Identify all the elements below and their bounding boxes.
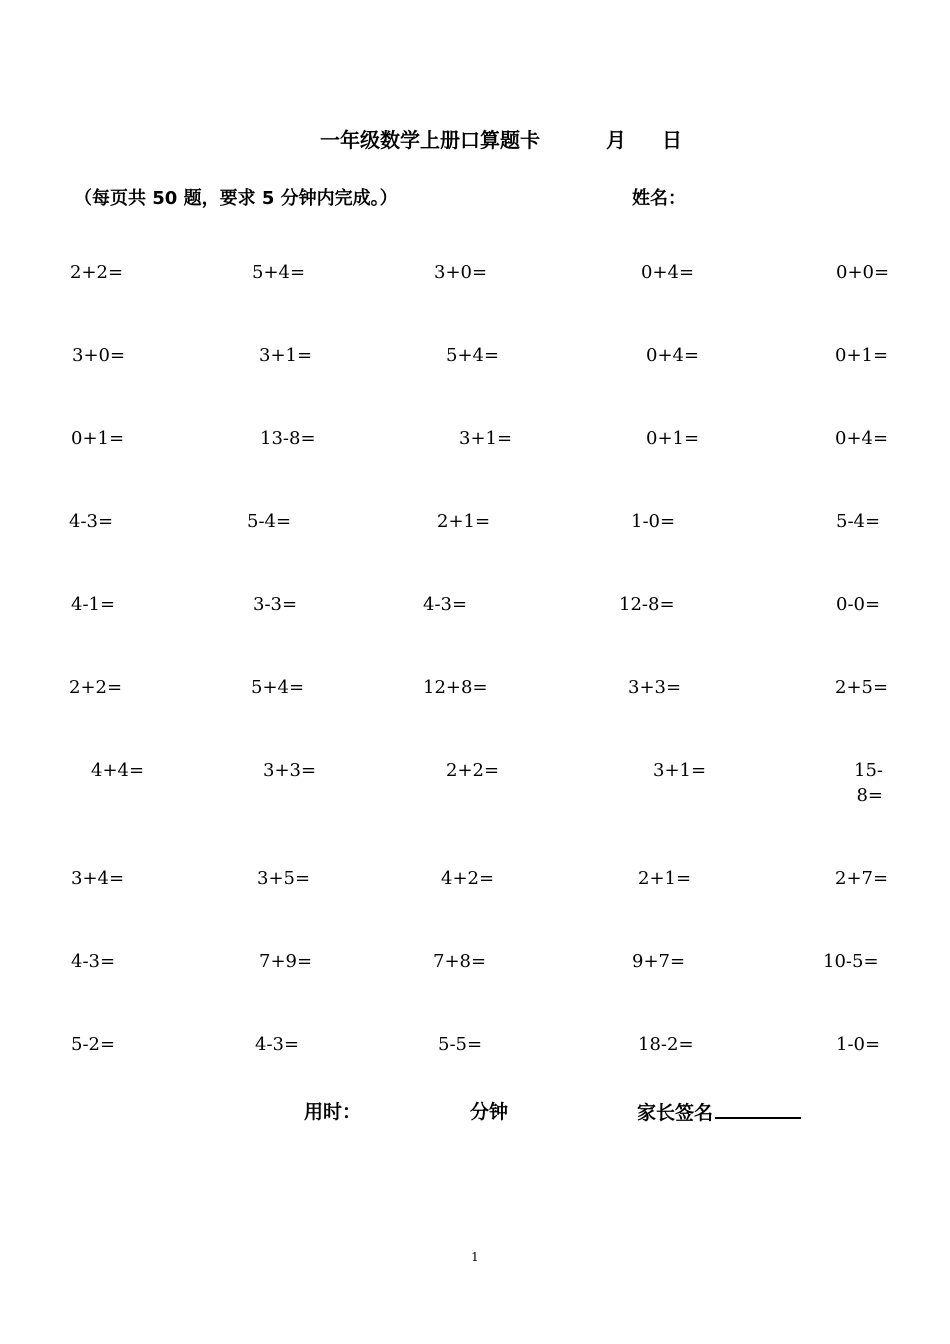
- math-problem: 0+1=: [835, 345, 889, 366]
- math-problem: 0+4=: [835, 428, 889, 449]
- math-problem: 9+7=: [632, 951, 686, 972]
- math-problem: 4-3=: [71, 951, 116, 972]
- math-problem: 3-3=: [253, 594, 298, 615]
- math-problem: 2+1=: [638, 868, 692, 889]
- page-number: 1: [471, 1250, 479, 1264]
- math-problem: 0-0=: [836, 594, 881, 615]
- math-problem: 7+9=: [259, 951, 313, 972]
- math-problem: 5-4=: [836, 511, 881, 532]
- math-problem: 4-3=: [423, 594, 468, 615]
- month-label: 月: [606, 128, 626, 152]
- math-problem: 0+4=: [646, 345, 700, 366]
- math-problem: 1-0=: [631, 511, 676, 532]
- signature-line: [715, 1097, 801, 1119]
- math-problem: 3+0=: [434, 262, 488, 283]
- math-problem: 7+8=: [433, 951, 487, 972]
- math-problem: 12-8=: [619, 594, 675, 615]
- math-problem: 5+4=: [251, 677, 305, 698]
- math-problem: 0+1=: [646, 428, 700, 449]
- math-problem: 3+0=: [72, 345, 126, 366]
- math-problem: 5-4=: [247, 511, 292, 532]
- title-row: [0, 124, 950, 156]
- math-problem: 5+4=: [446, 345, 500, 366]
- name-label: 姓名：: [632, 188, 686, 209]
- math-problem: 10-5=: [823, 951, 879, 972]
- math-problem: 0+4=: [641, 262, 695, 283]
- math-problem: 4+4=: [91, 760, 145, 781]
- math-problem: 2+5=: [835, 677, 889, 698]
- math-problem: 15-8=: [854, 760, 883, 806]
- math-problem: 2+7=: [835, 868, 889, 889]
- math-problem: 4-1=: [71, 594, 116, 615]
- math-problem: 4-3=: [69, 511, 114, 532]
- math-problem: 3+4=: [71, 868, 125, 889]
- instructions: （每页共 50 题，要求 5 分钟内完成。）: [74, 188, 398, 209]
- math-problem: 3+3=: [628, 677, 682, 698]
- parent-signature-label: 家长签名: [637, 1102, 714, 1124]
- math-problem: 2+2=: [446, 760, 500, 781]
- math-problem: 5-5=: [438, 1034, 483, 1055]
- math-problem: 4-3=: [255, 1034, 300, 1055]
- math-problem: 18-2=: [638, 1034, 694, 1055]
- math-problem: 13-8=: [260, 428, 316, 449]
- math-problem: 12+8=: [423, 677, 488, 698]
- math-problem: 2+1=: [437, 511, 491, 532]
- math-problem: 0+1=: [71, 428, 125, 449]
- minutes-label: 分钟: [470, 1101, 509, 1123]
- math-problem: 0+0=: [836, 262, 890, 283]
- time-used-label: 用时：: [304, 1101, 362, 1123]
- math-problem: 5+4=: [252, 262, 306, 283]
- math-problem: 2+2=: [70, 262, 124, 283]
- worksheet-title: 一年级数学上册口算题卡: [320, 128, 540, 152]
- parent-signature: [637, 1097, 801, 1125]
- math-problem: 3+3=: [263, 760, 317, 781]
- math-problem: 3+1=: [459, 428, 513, 449]
- math-problem: 5-2=: [71, 1034, 116, 1055]
- math-problem: 2+2=: [69, 677, 123, 698]
- math-problem: 3+5=: [257, 868, 311, 889]
- math-problem: 3+1=: [653, 760, 707, 781]
- day-label: 日: [662, 128, 682, 152]
- math-problem: 4+2=: [441, 868, 495, 889]
- math-problem: 1-0=: [836, 1034, 881, 1055]
- math-problem: 3+1=: [259, 345, 313, 366]
